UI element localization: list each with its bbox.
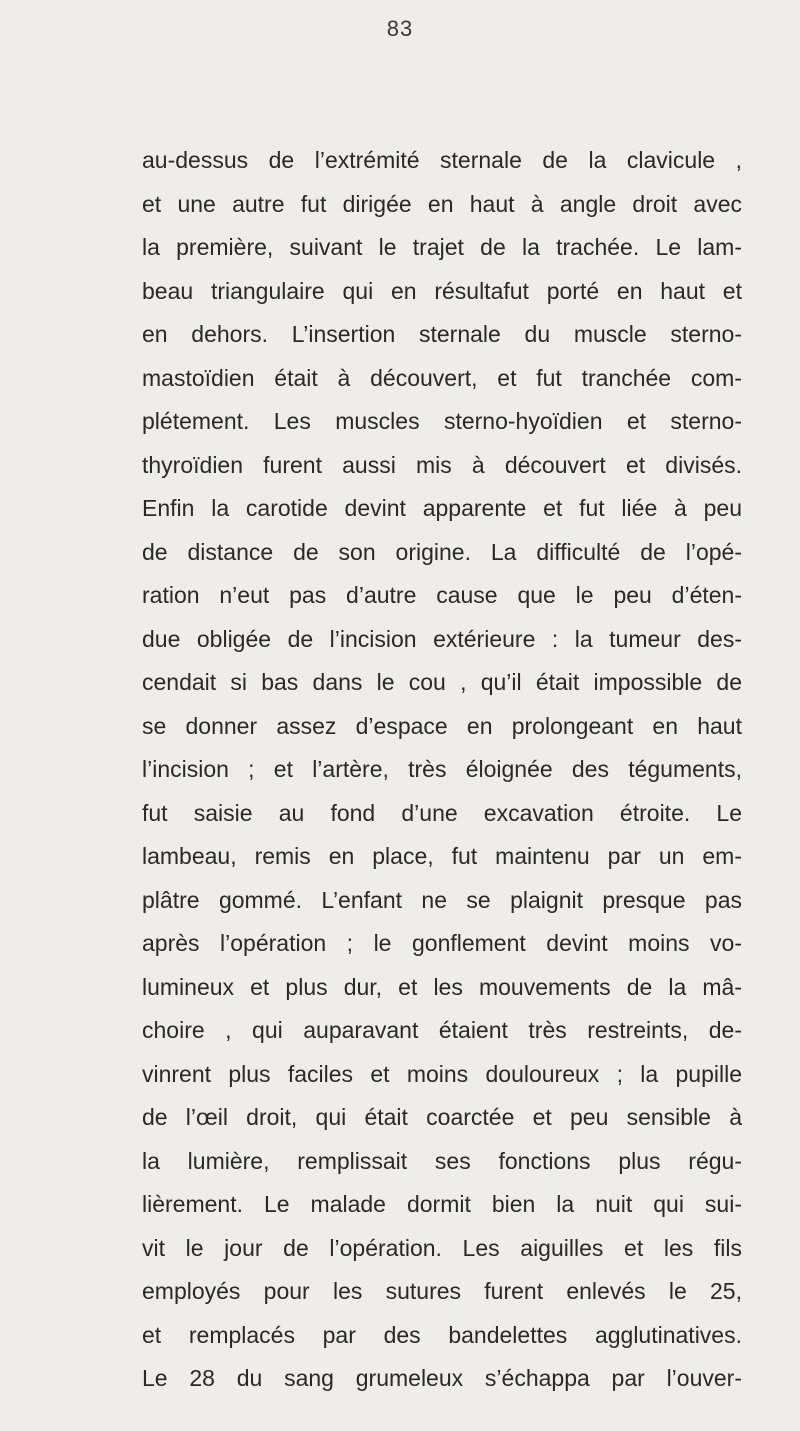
text-line: lièrement. Le malade dormit bien la nuit qui sui- bbox=[142, 1191, 742, 1217]
text-line: Enfin la carotide devint apparente et fut liée à peu bbox=[142, 495, 742, 521]
text-line: fut saisie au fond d’une excavation étroite. Le bbox=[142, 799, 742, 826]
text-line: lambeau, remis en place, fut maintenu par un em- bbox=[142, 843, 742, 869]
text-line: thyroïdien furent aussi mis à découvert et divisés. bbox=[142, 451, 742, 478]
text-line: employés pour les sutures furent enlevés le 25, bbox=[142, 1278, 742, 1304]
text-line: cendait si bas dans le cou , qu’il était impossible de bbox=[142, 669, 742, 695]
text-line: se donner assez d’espace en prolongeant en haut bbox=[142, 712, 742, 739]
text-line: lumineux et plus dur, et les mouvements de la mâ- bbox=[142, 973, 742, 1000]
text-line: la première, suivant le trajet de la trachée. Le lam- bbox=[142, 234, 742, 260]
text-line: beau triangulaire qui en résultafut porté en haut et bbox=[142, 277, 742, 304]
text-line: de l’œil droit, qui était coarctée et peu sensible à bbox=[142, 1104, 742, 1130]
text-line: Le 28 du sang grumeleux s’échappa par l’ouver- bbox=[142, 1365, 742, 1391]
text-line: et remplacés par des bandelettes agglutinatives. bbox=[142, 1321, 742, 1348]
text-line: plétement. Les muscles sterno-hyoïdien et sterno- bbox=[142, 408, 742, 434]
text-line: et une autre fut dirigée en haut à angle droit avec bbox=[142, 190, 742, 217]
text-line: ration n’eut pas d’autre cause que le peu d’éten- bbox=[142, 582, 742, 608]
text-line: choire , qui auparavant étaient très restreints, de- bbox=[142, 1017, 742, 1043]
text-line: vinrent plus faciles et moins douloureux ; la pupille bbox=[142, 1060, 742, 1087]
text-line: due obligée de l’incision extérieure : la tumeur des- bbox=[142, 625, 742, 652]
text-line: au-dessus de l’extrémité sternale de la clavicule , bbox=[142, 147, 742, 173]
text-line: vit le jour de l’opération. Les aiguilles et les fils bbox=[142, 1234, 742, 1261]
text-line: la lumière, remplissait ses fonctions plus régu- bbox=[142, 1147, 742, 1174]
text-line: en dehors. L’insertion sternale du muscle sterno- bbox=[142, 321, 742, 347]
page-number: 83 bbox=[386, 16, 414, 41]
text-line: mastoïdien était à découvert, et fut tranchée com- bbox=[142, 364, 742, 391]
text-line: après l’opération ; le gonflement devint moins vo- bbox=[142, 930, 742, 956]
text-line: plâtre gommé. L’enfant ne se plaignit presque pas bbox=[142, 886, 742, 913]
text-line: l’incision ; et l’artère, très éloignée des téguments, bbox=[142, 756, 742, 782]
body-text bbox=[142, 139, 742, 1401]
text-line: de distance de son origine. La difficulté de l’opé- bbox=[142, 538, 742, 565]
